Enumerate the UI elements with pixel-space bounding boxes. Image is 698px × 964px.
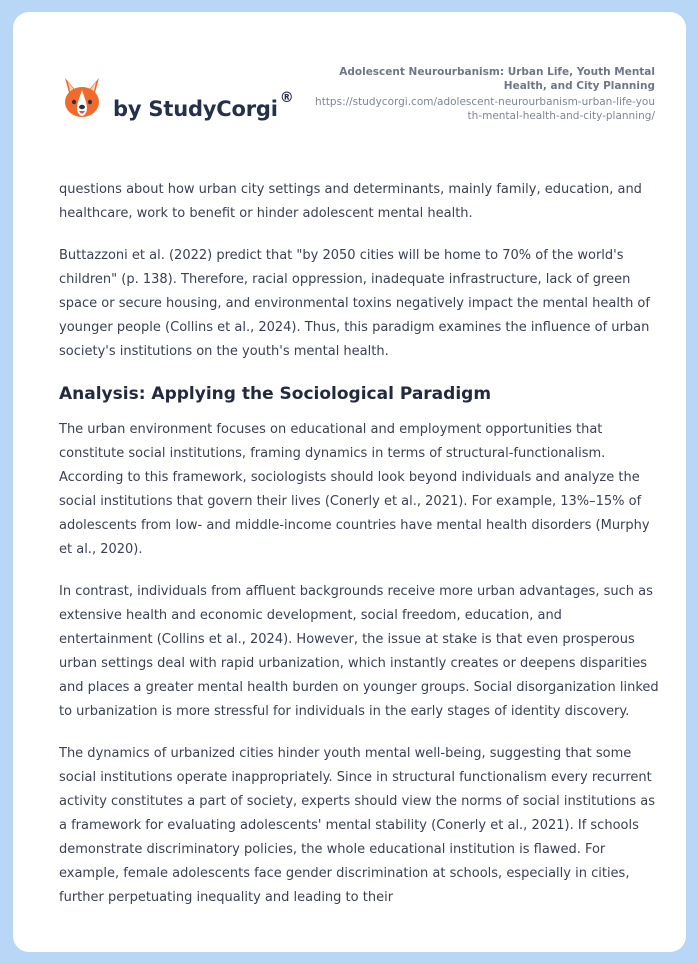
paragraph: The urban environment focuses on educational and employment opportunities that constitute social institutions, framing dynamics in terms of structural-functionalism. According to this framework, sociologists should look beyond individuals and analyze the social institutions that govern their lives (Conerly et al., 2021). For example, 13%–15% of adolescents from low- and middle-income countries have mental health disorders (Murphy et al., 2020). [59,422,650,557]
document-body [59,178,659,928]
studycorgi-logo[interactable] [61,76,321,140]
paragraph: The dynamics of urbanized cities hinder youth mental well-being, suggesting that some social institutions operate inappropriately. Since in structural functionalism every recurrent activity constitutes a part of society, experts should view the norms of social institutions as a framework for evaluating adolescents' mental stability (Conerly et al., 2021). If schools demonstrate discriminatory policies, the whole educational institution is flawed. For example, female adolescents face gender discrimination at schools, especially in cities, further perpetuating inequality and leading to their [59,746,656,905]
document-page [13,12,686,952]
corgi-icon [61,76,103,122]
registered-mark: ® [279,90,294,106]
paragraph: Buttazzoni et al. (2022) predict that "by 2050 cities will be home to 70% of the world's children" (p. 138). Therefore, racial oppression, inadequate infrastructure, lack of green space or secure housing, and environmental toxins negatively impact the mental health of younger people (Collins et al., 2024). Thus, this paradigm examines the influence of urban society's institutions on the youth's mental health. [59,248,650,359]
brand-name [113,90,294,121]
paragraph: questions about how urban city settings and determinants, mainly family, education, and healthcare, work to benefit or hinder adolescent mental health. [59,182,642,221]
document-meta [315,66,655,123]
document-url-link[interactable]: https://studycorgi.com/adolescent-neurourbanism-urban-life-youth-mental-health-and-city-planning/ [315,96,655,122]
brand-text: by StudyCorgi [113,97,278,121]
section-heading: Analysis: Applying the Sociological Paradigm [59,384,492,404]
paragraph: In contrast, individuals from affluent backgrounds receive more urban advantages, such as extensive health and economic development, social freedom, education, and entertainment (Collins et al., 2024). However, the issue at stake is that even prosperous urban settings deal with rapid urbanization, which instantly creates or deepens disparities and places a greater mental health burden on younger groups. Social disorganization linked to urbanization is more stressful for individuals in the early stages of identity discovery. [59,584,659,719]
document-title: Adolescent Neurourbanism: Urban Life, Youth Mental Health, and City Planning [339,66,655,92]
